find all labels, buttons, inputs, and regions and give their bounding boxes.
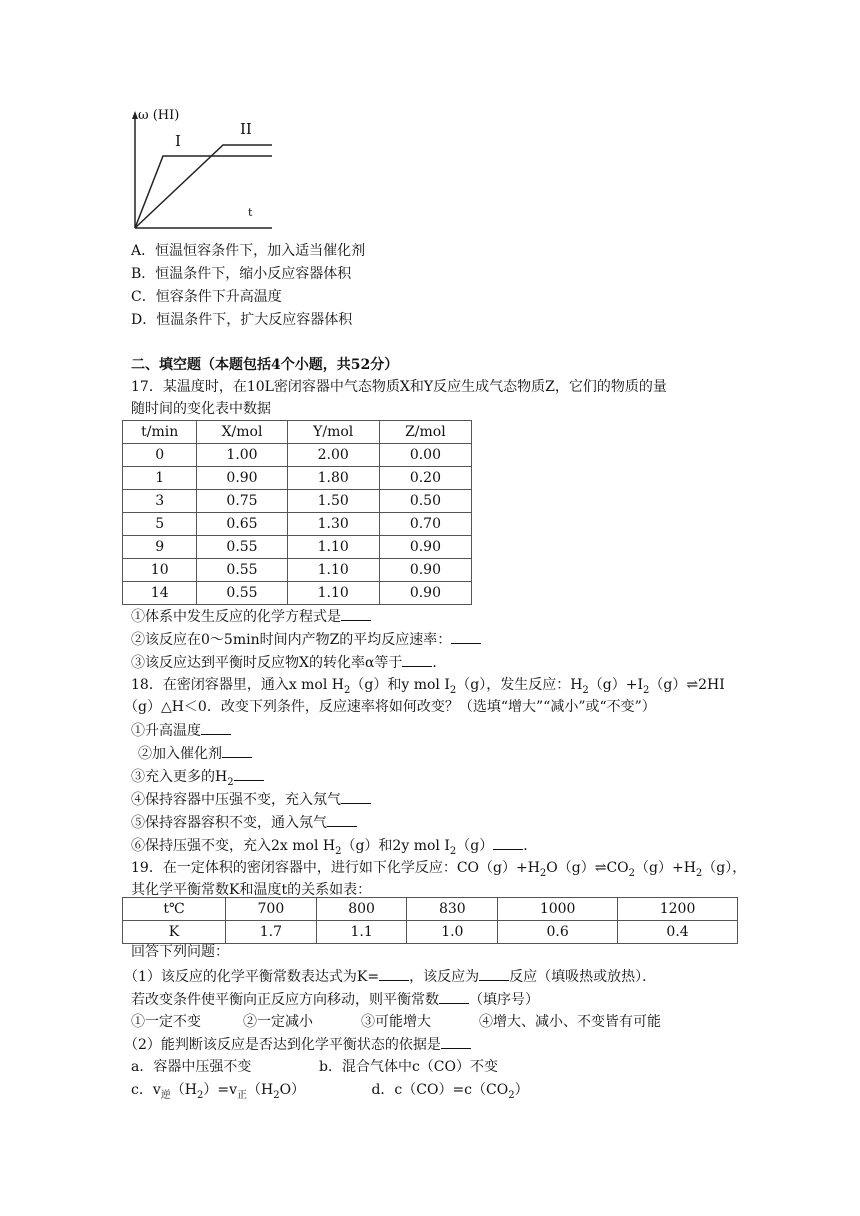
q18-item-text: ④保持容器中压强不变，充入氖气 bbox=[131, 792, 341, 808]
graph-x-label: t bbox=[248, 206, 253, 219]
graph-y-label: ω (HI) bbox=[138, 108, 180, 123]
q18-item-text: （g）和2y mol I bbox=[341, 838, 450, 854]
q18-text-part: （g），发生反应：H bbox=[456, 677, 583, 693]
q18-item-end: ． bbox=[523, 838, 538, 854]
table-cell: 1.10 bbox=[287, 536, 379, 559]
table-cell: 1 bbox=[123, 467, 197, 490]
subscript: 2 bbox=[344, 684, 351, 696]
subscript: 2 bbox=[449, 845, 457, 857]
table-cell: 0.4 bbox=[618, 921, 738, 944]
q19-part2-text: （2）能判断该反应是否达到化学平衡状态的依据是 bbox=[124, 1037, 441, 1053]
table-cell: 0.90 bbox=[379, 559, 471, 582]
answer-blank bbox=[379, 966, 409, 981]
table-cell: 800 bbox=[316, 898, 407, 921]
q19-part1-text: （填序号） bbox=[469, 992, 539, 1008]
table-cell: 0.90 bbox=[379, 582, 471, 605]
answer-blank bbox=[201, 720, 231, 735]
answer-blank bbox=[341, 606, 371, 621]
q18-text-part: 18．在密闭容器里，通入x mol H bbox=[131, 677, 345, 693]
table-row bbox=[123, 444, 472, 467]
option-c-text: c．v bbox=[131, 1082, 161, 1098]
answer-blank bbox=[493, 835, 523, 850]
table-cell: 3 bbox=[123, 490, 197, 513]
choice-3: ③可能增大 bbox=[361, 1014, 431, 1030]
q19-options-cd bbox=[131, 1080, 529, 1106]
answer-blank bbox=[451, 629, 481, 644]
table-cell: 0.90 bbox=[197, 467, 287, 490]
q17-header-cell: t/min bbox=[123, 421, 197, 444]
q19-table bbox=[122, 897, 738, 944]
table-row bbox=[123, 513, 472, 536]
table-cell: 5 bbox=[123, 513, 197, 536]
table-cell: 0 bbox=[123, 444, 197, 467]
answer-blank bbox=[441, 1034, 471, 1049]
q19-text-part: （g）， bbox=[702, 860, 747, 876]
table-cell: 0.55 bbox=[197, 559, 287, 582]
table-cell: 1000 bbox=[498, 898, 618, 921]
q19-text-part: O（g）⇌CO bbox=[546, 860, 629, 876]
q18-text-part: （g）+I bbox=[588, 677, 644, 693]
subscript: 2 bbox=[628, 867, 636, 879]
subscript: 2 bbox=[273, 1089, 280, 1101]
q17-sub1 bbox=[131, 606, 371, 627]
q17-sub2-text: ②该反应在0～5min时间内产物Z的平均反应速率： bbox=[131, 632, 452, 648]
q19-text-part: 19．在一定体积的密闭容器中，进行如下化学反应：CO（g）+H bbox=[131, 860, 540, 876]
option-d bbox=[367, 1082, 529, 1101]
table-row bbox=[123, 559, 472, 582]
q19-part1 bbox=[124, 966, 656, 987]
q17-sub2 bbox=[131, 629, 481, 650]
table-cell: 1.10 bbox=[287, 582, 379, 605]
table-cell: 1.80 bbox=[287, 467, 379, 490]
table-cell: 1.50 bbox=[287, 490, 379, 513]
option-b: b．混合气体中c（CO）不变 bbox=[319, 1059, 498, 1075]
q16-option-c: C．恒容条件下升高温度 bbox=[131, 289, 282, 305]
answer-blank bbox=[327, 812, 357, 827]
q18-item-text: ⑤保持容器容积不变，通入氖气 bbox=[131, 815, 327, 831]
option-c-text: O） bbox=[279, 1082, 306, 1098]
q19-answer-intro: 回答下列问题： bbox=[131, 944, 229, 960]
table-row bbox=[123, 490, 472, 513]
reaction-graph bbox=[120, 108, 280, 233]
q16-option-a: A．恒温恒容条件下，加入适当催化剂 bbox=[131, 243, 366, 259]
table-row bbox=[123, 582, 472, 605]
graph-curve-2-label: II bbox=[240, 120, 252, 138]
table-cell: 0.6 bbox=[498, 921, 618, 944]
q18-item-text: ⑥保持压强不变，充入2x mol H bbox=[131, 838, 336, 854]
subscript: 逆 bbox=[160, 1089, 171, 1101]
table-row bbox=[123, 898, 738, 921]
table-cell: t℃ bbox=[123, 898, 226, 921]
q18-text-2: （g）△H＜0．改变下列条件，反应速率将如何改变？（选填“增大”“减小”或“不变”） bbox=[124, 699, 656, 715]
table-cell: 1.30 bbox=[287, 513, 379, 536]
q17-header-cell: Z/mol bbox=[379, 421, 471, 444]
table-row bbox=[123, 921, 738, 944]
option-a: a．容器中压强不变 bbox=[131, 1059, 252, 1075]
graph-curve-1-label: I bbox=[175, 132, 181, 150]
answer-blank bbox=[402, 652, 432, 667]
subscript: 2 bbox=[508, 1089, 515, 1101]
q19-part1-text: 反应（填吸热或放热）． bbox=[509, 969, 657, 985]
graph-svg bbox=[120, 108, 280, 233]
choice-1: ①一定不变 bbox=[131, 1014, 201, 1030]
q19-text-2: 其化学平衡常数K和温度t的关系如表： bbox=[131, 882, 372, 898]
option-d-text: ） bbox=[514, 1082, 529, 1098]
q18-item-text: （g） bbox=[456, 838, 494, 854]
subscript: 2 bbox=[449, 684, 457, 696]
table-cell: 0.00 bbox=[379, 444, 471, 467]
subscript: 2 bbox=[695, 867, 703, 879]
option-c-text: ）=v bbox=[203, 1082, 237, 1098]
q18-item-text: ②加入催化剂 bbox=[138, 746, 222, 762]
subscript: 2 bbox=[196, 1089, 204, 1101]
answer-blank bbox=[479, 966, 509, 981]
table-row bbox=[123, 536, 472, 559]
answer-blank bbox=[222, 743, 252, 758]
q19-part2 bbox=[124, 1034, 471, 1055]
table-cell: 0.75 bbox=[197, 490, 287, 513]
subscript: 2 bbox=[539, 867, 547, 879]
table-cell: 1.7 bbox=[226, 921, 317, 944]
section-title: 二、填空题（本题包括4个小题，共52分） bbox=[131, 357, 399, 373]
choice-4: ④增大、减小、不变皆有可能 bbox=[479, 1014, 661, 1030]
q17-text-1: 17．某温度时，在10L密闭容器中气态物质X和Y反应生成气态物质Z，它们的物质的量 bbox=[131, 379, 667, 395]
table-cell: 0.55 bbox=[197, 582, 287, 605]
table-cell: 1.1 bbox=[316, 921, 407, 944]
q18-item-1 bbox=[131, 720, 231, 741]
answer-blank bbox=[234, 766, 264, 781]
option-c-text: （H bbox=[170, 1082, 197, 1098]
q19-part1-line2 bbox=[131, 989, 539, 1010]
q17-text-2: 随时间的变化表中数据 bbox=[131, 401, 271, 417]
q18-item-4 bbox=[131, 789, 371, 810]
table-cell: 14 bbox=[123, 582, 197, 605]
q18-item-text: ③充入更多的H bbox=[131, 769, 228, 785]
table-cell: 0.50 bbox=[379, 490, 471, 513]
option-c-text: （H bbox=[246, 1082, 274, 1098]
q17-header-cell: X/mol bbox=[197, 421, 287, 444]
table-cell: 10 bbox=[123, 559, 197, 582]
subscript: 2 bbox=[582, 684, 589, 696]
q19-choices bbox=[131, 1012, 661, 1032]
q18-text-part: （g）⇌2HI bbox=[649, 677, 725, 693]
q17-sub1-text: ①体系中发生反应的化学方程式是 bbox=[131, 609, 341, 625]
answer-blank bbox=[341, 789, 371, 804]
q17-sub3-end: ． bbox=[432, 655, 447, 671]
table-cell: 1200 bbox=[618, 898, 738, 921]
table-cell: 700 bbox=[226, 898, 317, 921]
subscript: 2 bbox=[227, 776, 234, 788]
subscript: 正 bbox=[236, 1089, 247, 1101]
table-cell: 830 bbox=[407, 898, 498, 921]
q17-table bbox=[122, 420, 472, 605]
table-cell: 1.00 bbox=[197, 444, 287, 467]
q18-text-part: （g）和y mol I bbox=[350, 677, 450, 693]
q19-part1-text: ，该反应为 bbox=[409, 969, 480, 985]
table-cell: 0.20 bbox=[379, 467, 471, 490]
table-cell: 9 bbox=[123, 536, 197, 559]
option-d-text: d．c（CO）=c（CO bbox=[371, 1082, 509, 1098]
q19-text-part: （g）+H bbox=[635, 860, 696, 876]
q18-item-2 bbox=[138, 743, 252, 764]
q17-sub3-text: ③该反应达到平衡时反应物X的转化率α等于 bbox=[131, 655, 403, 671]
q19-part1-text: 若改变条件使平衡向正反应方向移动，则平衡常数 bbox=[131, 992, 439, 1008]
table-cell: 1.10 bbox=[287, 559, 379, 582]
q17-header-cell: Y/mol bbox=[287, 421, 379, 444]
table-cell: 0.90 bbox=[379, 536, 471, 559]
q17-sub3 bbox=[131, 652, 446, 673]
q18-item-5 bbox=[131, 812, 357, 833]
table-cell: 1.0 bbox=[407, 921, 498, 944]
choice-2: ②一定减小 bbox=[243, 1014, 313, 1030]
table-cell: 0.70 bbox=[379, 513, 471, 536]
answer-blank bbox=[439, 989, 469, 1004]
q16-option-b: B．恒温条件下，缩小反应容器体积 bbox=[131, 266, 352, 282]
q16-option-d: D．恒温条件下，扩大反应容器体积 bbox=[131, 312, 353, 328]
q19-part1-text: （1）该反应的化学平衡常数表达式为K= bbox=[124, 969, 380, 985]
table-cell: 0.55 bbox=[197, 536, 287, 559]
subscript: 2 bbox=[335, 845, 342, 857]
table-cell: K bbox=[123, 921, 226, 944]
table-row bbox=[123, 467, 472, 490]
table-cell: 0.65 bbox=[197, 513, 287, 536]
option-c bbox=[131, 1080, 367, 1106]
q17-table-header bbox=[123, 421, 472, 444]
subscript: 2 bbox=[643, 684, 650, 696]
q19-options-ab bbox=[131, 1057, 498, 1077]
table-cell: 2.00 bbox=[287, 444, 379, 467]
q18-item-text: ①升高温度 bbox=[131, 723, 201, 739]
